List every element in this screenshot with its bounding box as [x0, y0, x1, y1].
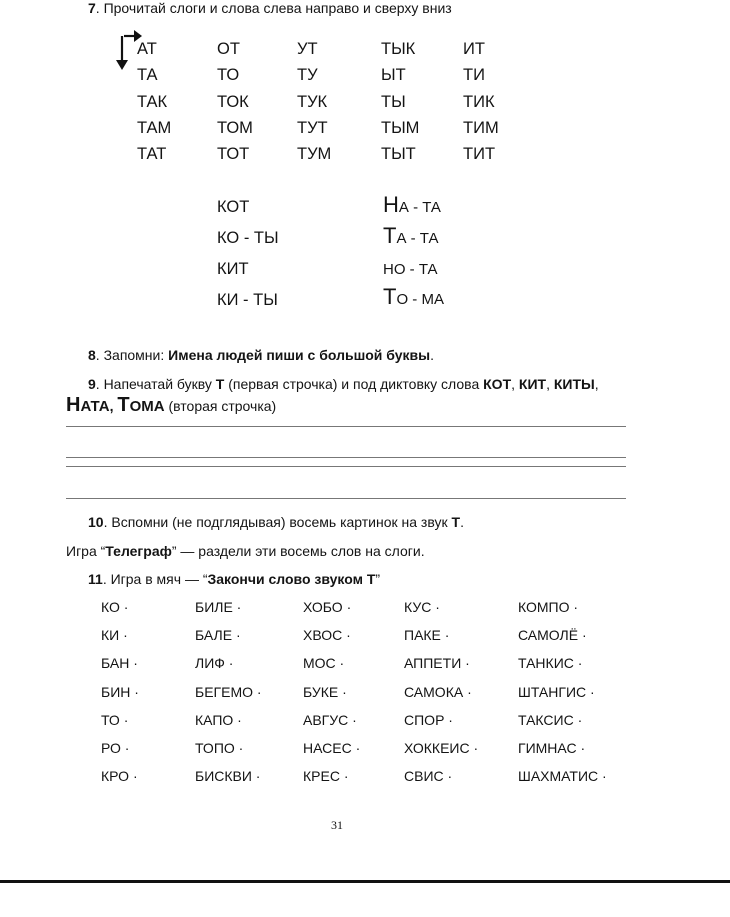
syllable: ТАМ [137, 119, 172, 137]
word-rest: НО - ТА [383, 261, 438, 278]
game-word: КОМПО · [518, 599, 579, 615]
writing-line [66, 466, 626, 467]
task10-letter: Т [451, 514, 461, 530]
bottom-rule [0, 880, 730, 883]
task9-comma: , [546, 376, 554, 392]
syllable: ТОТ [217, 145, 250, 163]
task9-letter: Т [215, 376, 225, 392]
syllable: ТАТ [137, 145, 167, 163]
task10-end: . [460, 514, 464, 530]
game-word: САМОКА · [404, 684, 472, 700]
game-name: Телеграф [105, 543, 172, 559]
task9-word-kit: КИТ [518, 376, 547, 392]
task9-nata-rest: АТА [80, 398, 110, 415]
word-ko-ty: КО - ТЫ [217, 229, 279, 247]
task11-bold: Закончи слово звуком Т [207, 571, 376, 587]
task8-rule: Имена людей пиши с большой буквы [168, 347, 431, 363]
task11-text: . Игра в мяч — “ [102, 571, 208, 587]
task10-number: 10 [88, 514, 104, 530]
game-word: ШАХМАТИС · [518, 768, 607, 784]
game-word: СПОР · [404, 712, 453, 728]
task9-paragraph-line2 [66, 394, 276, 417]
task8-end: . [430, 347, 435, 363]
syllable: ТО [217, 66, 240, 84]
syllable: ТУТ [297, 119, 328, 137]
game-word: РО · [101, 740, 130, 756]
writing-line [66, 457, 626, 458]
syllable: ТИК [463, 93, 495, 111]
task9-toma-cap: Т [117, 394, 130, 416]
game-word: ЛИФ · [195, 655, 234, 671]
game-word: НАСЕС · [303, 740, 361, 756]
word-ta-ta [383, 223, 438, 249]
game-word: САМОЛЁ · [518, 627, 587, 643]
capital-letter: Н [383, 192, 399, 217]
syllable: ТЫТ [381, 145, 416, 163]
game-word: ХОБО · [303, 599, 352, 615]
task9-nata-cap: Н [66, 394, 81, 416]
task9-paragraph-line1 [88, 376, 599, 392]
task10-paragraph [88, 514, 464, 530]
page-number: 31 [331, 818, 343, 832]
word-rest: А - ТА [398, 199, 441, 216]
game-word: КУС · [404, 599, 440, 615]
task8-number: 8 [88, 347, 96, 363]
game-word: БАЛЕ · [195, 627, 241, 643]
task9-tail: (вторая строчка) [164, 398, 277, 414]
syllable: ТУ [297, 66, 318, 84]
task9-toma-rest: ОМА [129, 398, 165, 415]
syllable: ТУМ [297, 145, 332, 163]
writing-line [66, 498, 626, 499]
syllable: ТОК [217, 93, 249, 111]
game-word: АВГУС · [303, 712, 357, 728]
game-word: КАПО · [195, 712, 242, 728]
word-no-ta [383, 260, 438, 279]
task9-comma: , [594, 376, 599, 392]
game-word: ПАКЕ · [404, 627, 450, 643]
game-word: ГИМНАС · [518, 740, 586, 756]
game-word: ТАНКИС · [518, 655, 583, 671]
game-word: БАН · [101, 655, 138, 671]
syllable: ТАК [137, 93, 168, 111]
syllable: ТЫ [381, 93, 406, 111]
task7-text: . Прочитай слоги и слова слева направо и сверху вниз [95, 0, 452, 16]
syllable: ТА [137, 66, 158, 84]
game-word: БЕГЕМО · [195, 684, 262, 700]
syllable: АТ [137, 40, 157, 58]
game-word: МОС · [303, 655, 345, 671]
syllable: ИТ [463, 40, 485, 58]
word-rest: О - МА [396, 291, 444, 308]
game-text-b: ” — раздели эти восемь слов на слоги. [171, 543, 425, 559]
game-word: БИЛЕ · [195, 599, 242, 615]
task9-text-b: (первая строчка) и под диктовку слова [224, 376, 484, 392]
syllable: ТИТ [463, 145, 496, 163]
syllable: ТУК [297, 93, 328, 111]
arrow-down-icon [116, 36, 128, 70]
game-word: СВИС · [404, 768, 453, 784]
game-word: БИН · [101, 684, 139, 700]
game-word: КРЕС · [303, 768, 349, 784]
syllable: УТ [297, 40, 318, 58]
task9-word-kot: КОТ [483, 376, 512, 392]
task11-paragraph [88, 571, 380, 587]
syllable: ТЫК [381, 40, 416, 58]
syllable: ТЫМ [381, 119, 420, 137]
word-na-ta [383, 192, 441, 218]
game-text-a: Игра “ [66, 543, 106, 559]
task10-text: . Вспомни (не подглядывая) восемь картинок на звук [103, 514, 452, 530]
task8-paragraph [88, 347, 434, 363]
task9-text-a: . Напечатай букву [95, 376, 216, 392]
game-word: КИ · [101, 627, 128, 643]
syllable: ТИМ [463, 119, 499, 137]
word-kit: КИТ [217, 260, 249, 278]
syllable: ЫТ [381, 66, 406, 84]
capital-letter: Т [383, 284, 397, 309]
task11-number: 11 [88, 571, 103, 587]
syllable: ТОМ [217, 119, 253, 137]
syllable: ОТ [217, 40, 240, 58]
game-word: ХВОС · [303, 627, 351, 643]
writing-line [66, 426, 626, 427]
word-kot: КОТ [217, 198, 250, 216]
word-ki-ty: КИ - ТЫ [217, 291, 278, 309]
task7-number: 7 [88, 0, 96, 16]
game-word: ШТАНГИС · [518, 684, 595, 700]
task9-comma: , [109, 398, 118, 414]
task11-end: ” [375, 571, 381, 587]
game-word: ТО · [101, 712, 129, 728]
task10-game [66, 543, 425, 559]
task8-text: . Запомни: [95, 347, 169, 363]
capital-letter: Т [383, 223, 397, 248]
task7-heading [88, 0, 452, 16]
game-word: ТОПО · [195, 740, 244, 756]
word-to-ma [383, 284, 444, 310]
game-word: ТАКСИС · [518, 712, 583, 728]
game-word: БИСКВИ · [195, 768, 261, 784]
game-word: АППЕТИ · [404, 655, 470, 671]
task9-word-kity: КИТЫ [553, 376, 595, 392]
word-rest: А - ТА [396, 230, 439, 247]
game-word: ХОККЕИС · [404, 740, 479, 756]
game-word: КО · [101, 599, 129, 615]
syllable: ТИ [463, 66, 485, 84]
task9-number: 9 [88, 376, 96, 392]
game-word: БУКЕ · [303, 684, 347, 700]
game-word: КРО · [101, 768, 138, 784]
task9-comma: , [511, 376, 519, 392]
